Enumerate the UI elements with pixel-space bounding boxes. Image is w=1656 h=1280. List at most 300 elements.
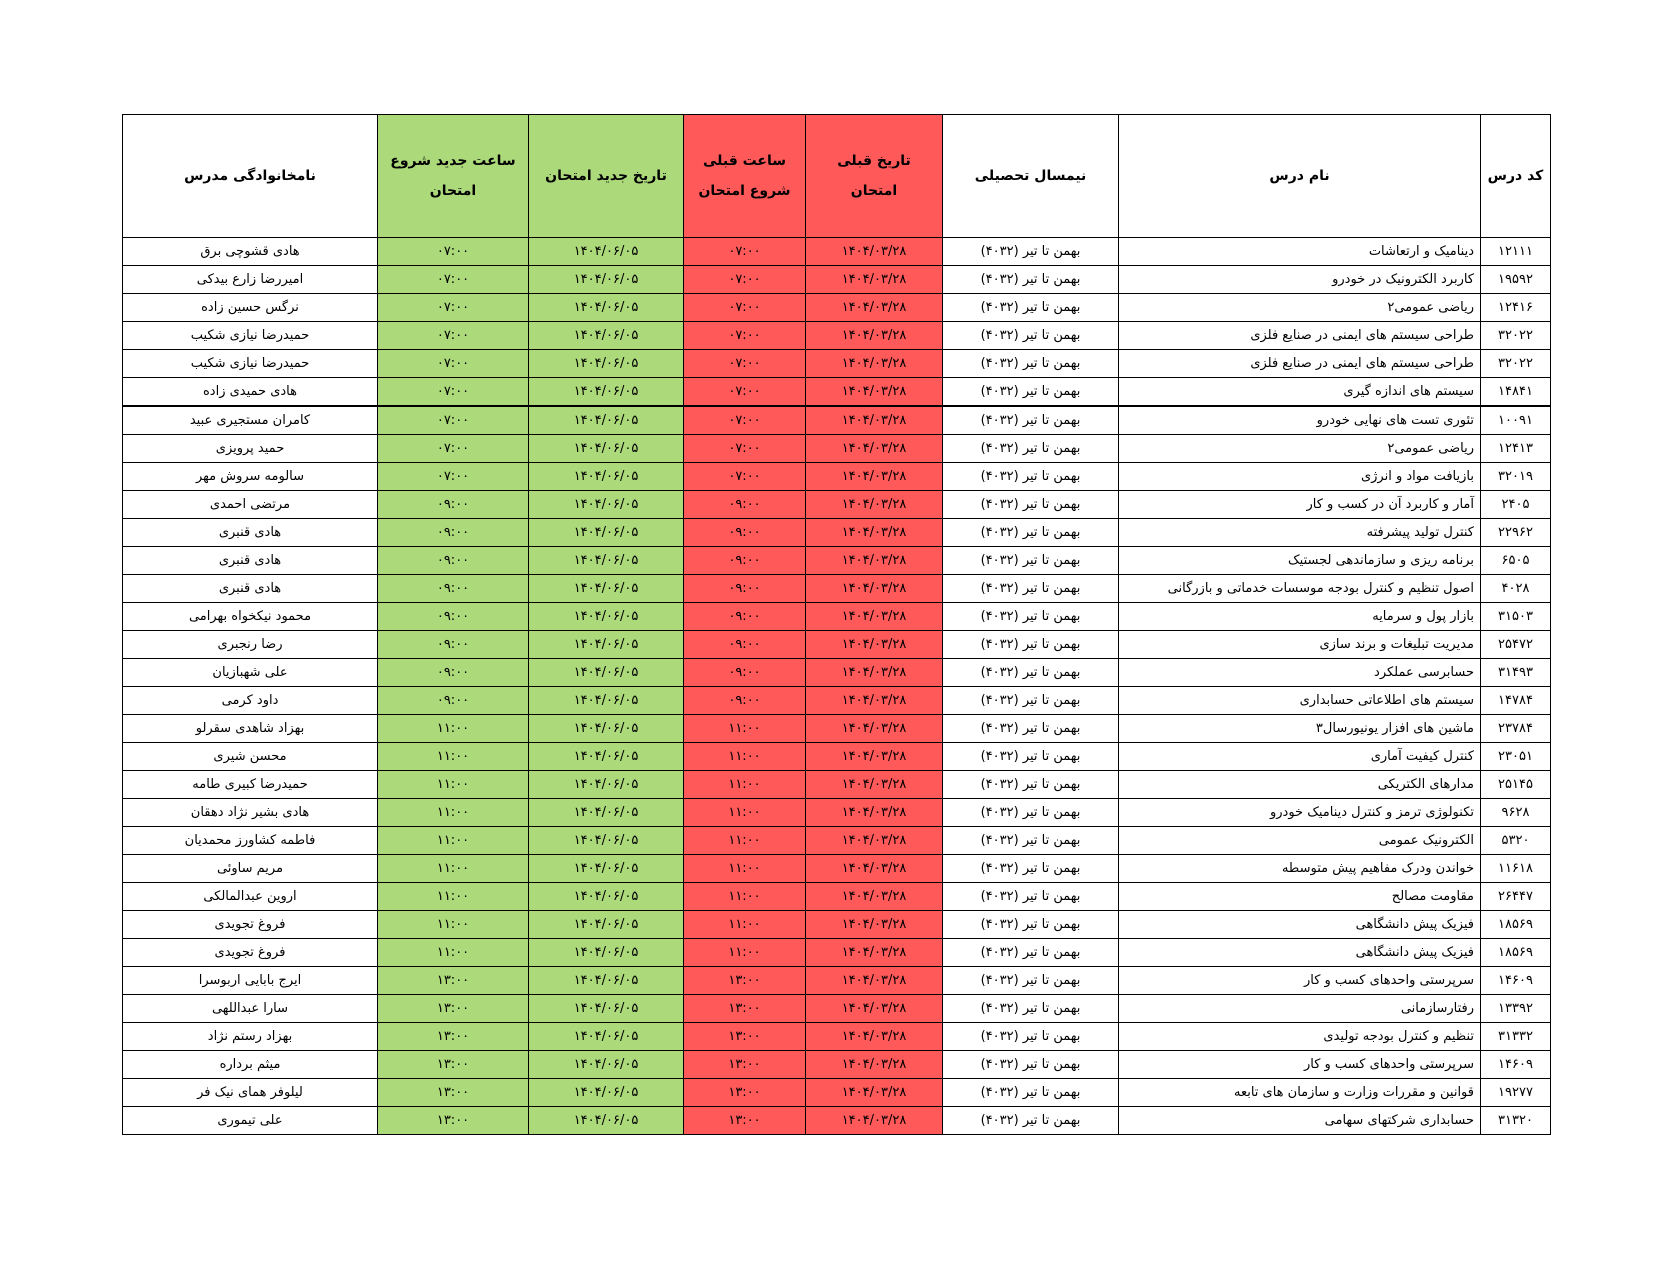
cell-previous-time: ۰۷:۰۰ <box>684 238 806 266</box>
cell-new-time: ۰۷:۰۰ <box>378 350 529 378</box>
header-code: کد درس <box>1481 115 1551 238</box>
cell-previous-time: ۰۹:۰۰ <box>684 575 806 603</box>
cell-previous-date: ۱۴۰۴/۰۳/۲۸ <box>806 1023 943 1051</box>
cell-semester: بهمن تا تیر (۴۰۳۲) <box>943 827 1119 855</box>
cell-code: ۱۴۷۸۴ <box>1481 687 1551 715</box>
cell-new-date: ۱۴۰۴/۰۶/۰۵ <box>529 659 684 687</box>
cell-instructor: هادی قنبری <box>123 575 378 603</box>
table-row <box>123 715 1551 743</box>
cell-semester: بهمن تا تیر (۴۰۳۲) <box>943 1107 1119 1135</box>
cell-previous-date: ۱۴۰۴/۰۳/۲۸ <box>806 519 943 547</box>
cell-new-date: ۱۴۰۴/۰۶/۰۵ <box>529 995 684 1023</box>
cell-new-time: ۰۷:۰۰ <box>378 238 529 266</box>
cell-course-name: مقاومت مصالح <box>1119 883 1481 911</box>
cell-semester: بهمن تا تیر (۴۰۳۲) <box>943 238 1119 266</box>
cell-course-name: رفتارسازمانی <box>1119 995 1481 1023</box>
cell-new-time: ۱۳:۰۰ <box>378 967 529 995</box>
cell-code: ۱۴۶۰۹ <box>1481 1051 1551 1079</box>
cell-previous-date: ۱۴۰۴/۰۳/۲۸ <box>806 939 943 967</box>
cell-course-name: سیستم های اطلاعاتی حسابداری <box>1119 687 1481 715</box>
cell-previous-time: ۱۳:۰۰ <box>684 1079 806 1107</box>
cell-course-name: حسابداری شرکتهای سهامی <box>1119 1107 1481 1135</box>
cell-previous-date: ۱۴۰۴/۰۳/۲۸ <box>806 1051 943 1079</box>
header-course-name: نام درس <box>1119 115 1481 238</box>
cell-instructor: محمود نیکخواه بهرامی <box>123 603 378 631</box>
cell-new-time: ۰۷:۰۰ <box>378 378 529 407</box>
cell-semester: بهمن تا تیر (۴۰۳۲) <box>943 855 1119 883</box>
table-row <box>123 743 1551 771</box>
cell-previous-date: ۱۴۰۴/۰۳/۲۸ <box>806 491 943 519</box>
cell-new-date: ۱۴۰۴/۰۶/۰۵ <box>529 855 684 883</box>
cell-previous-time: ۱۱:۰۰ <box>684 743 806 771</box>
cell-previous-date: ۱۴۰۴/۰۳/۲۸ <box>806 883 943 911</box>
cell-course-name: فیزیک پیش دانشگاهی <box>1119 939 1481 967</box>
cell-new-date: ۱۴۰۴/۰۶/۰۵ <box>529 883 684 911</box>
cell-semester: بهمن تا تیر (۴۰۳۲) <box>943 883 1119 911</box>
cell-new-date: ۱۴۰۴/۰۶/۰۵ <box>529 939 684 967</box>
cell-previous-date: ۱۴۰۴/۰۳/۲۸ <box>806 799 943 827</box>
cell-new-time: ۱۱:۰۰ <box>378 799 529 827</box>
cell-previous-date: ۱۴۰۴/۰۳/۲۸ <box>806 687 943 715</box>
cell-new-date: ۱۴۰۴/۰۶/۰۵ <box>529 743 684 771</box>
header-instructor: نامخانوادگی مدرس <box>123 115 378 238</box>
cell-course-name: خواندن ودرک مفاهیم پیش متوسطه <box>1119 855 1481 883</box>
table-row <box>123 547 1551 575</box>
cell-code: ۱۹۵۹۲ <box>1481 266 1551 294</box>
table-row <box>123 603 1551 631</box>
cell-code: ۱۴۸۴۱ <box>1481 378 1551 407</box>
cell-new-date: ۱۴۰۴/۰۶/۰۵ <box>529 827 684 855</box>
cell-new-date: ۱۴۰۴/۰۶/۰۵ <box>529 294 684 322</box>
cell-course-name: تنظیم و کنترل بودجه تولیدی <box>1119 1023 1481 1051</box>
cell-previous-time: ۰۹:۰۰ <box>684 603 806 631</box>
cell-instructor: نرگس حسین زاده <box>123 294 378 322</box>
cell-new-date: ۱۴۰۴/۰۶/۰۵ <box>529 603 684 631</box>
cell-semester: بهمن تا تیر (۴۰۳۲) <box>943 911 1119 939</box>
cell-previous-time: ۰۹:۰۰ <box>684 631 806 659</box>
cell-instructor: داود کرمی <box>123 687 378 715</box>
cell-semester: بهمن تا تیر (۴۰۳۲) <box>943 519 1119 547</box>
cell-previous-date: ۱۴۰۴/۰۳/۲۸ <box>806 827 943 855</box>
cell-new-time: ۱۳:۰۰ <box>378 995 529 1023</box>
cell-semester: بهمن تا تیر (۴۰۳۲) <box>943 350 1119 378</box>
table-row <box>123 631 1551 659</box>
cell-previous-time: ۱۳:۰۰ <box>684 995 806 1023</box>
table-row <box>123 266 1551 294</box>
cell-code: ۲۶۴۴۷ <box>1481 883 1551 911</box>
cell-instructor: ایرج بابایی اربوسرا <box>123 967 378 995</box>
table-row <box>123 1051 1551 1079</box>
cell-new-time: ۰۷:۰۰ <box>378 435 529 463</box>
cell-instructor: علی تیموری <box>123 1107 378 1135</box>
cell-instructor: امیررضا زارع بیدکی <box>123 266 378 294</box>
cell-code: ۶۵۰۵ <box>1481 547 1551 575</box>
cell-instructor: فروغ تجویدی <box>123 939 378 967</box>
cell-new-time: ۰۹:۰۰ <box>378 631 529 659</box>
header-row <box>123 115 1551 238</box>
cell-semester: بهمن تا تیر (۴۰۳۲) <box>943 266 1119 294</box>
cell-previous-time: ۰۷:۰۰ <box>684 378 806 407</box>
cell-course-name: مدیریت تبلیغات و برند سازی <box>1119 631 1481 659</box>
cell-new-time: ۰۹:۰۰ <box>378 519 529 547</box>
cell-code: ۳۱۳۲۰ <box>1481 1107 1551 1135</box>
header-previous-time: ساعت قبلی شروع امتحان <box>684 115 806 238</box>
cell-code: ۳۲۰۲۲ <box>1481 350 1551 378</box>
cell-new-time: ۱۱:۰۰ <box>378 939 529 967</box>
cell-code: ۳۲۰۱۹ <box>1481 463 1551 491</box>
cell-code: ۳۱۵۰۳ <box>1481 603 1551 631</box>
cell-previous-time: ۱۱:۰۰ <box>684 883 806 911</box>
cell-previous-time: ۱۱:۰۰ <box>684 911 806 939</box>
cell-course-name: حسابرسی عملکرد <box>1119 659 1481 687</box>
cell-instructor: مرتضی احمدی <box>123 491 378 519</box>
cell-previous-date: ۱۴۰۴/۰۳/۲۸ <box>806 435 943 463</box>
table-row <box>123 350 1551 378</box>
cell-new-date: ۱۴۰۴/۰۶/۰۵ <box>529 519 684 547</box>
table-row <box>123 855 1551 883</box>
cell-course-name: بازار پول و سرمایه <box>1119 603 1481 631</box>
table-row <box>123 799 1551 827</box>
cell-new-time: ۰۹:۰۰ <box>378 687 529 715</box>
cell-previous-time: ۱۱:۰۰ <box>684 855 806 883</box>
cell-previous-time: ۰۹:۰۰ <box>684 659 806 687</box>
cell-previous-date: ۱۴۰۴/۰۳/۲۸ <box>806 715 943 743</box>
header-semester: نیمسال تحصیلی <box>943 115 1119 238</box>
cell-instructor: فروغ تجویدی <box>123 911 378 939</box>
cell-course-name: فیزیک پیش دانشگاهی <box>1119 911 1481 939</box>
cell-code: ۳۲۰۲۲ <box>1481 322 1551 350</box>
cell-semester: بهمن تا تیر (۴۰۳۲) <box>943 715 1119 743</box>
cell-previous-time: ۰۷:۰۰ <box>684 294 806 322</box>
cell-new-date: ۱۴۰۴/۰۶/۰۵ <box>529 575 684 603</box>
cell-semester: بهمن تا تیر (۴۰۳۲) <box>943 406 1119 435</box>
cell-new-date: ۱۴۰۴/۰۶/۰۵ <box>529 547 684 575</box>
cell-semester: بهمن تا تیر (۴۰۳۲) <box>943 1051 1119 1079</box>
cell-previous-time: ۱۳:۰۰ <box>684 1107 806 1135</box>
cell-new-date: ۱۴۰۴/۰۶/۰۵ <box>529 1051 684 1079</box>
cell-code: ۱۲۱۱۱ <box>1481 238 1551 266</box>
cell-previous-date: ۱۴۰۴/۰۳/۲۸ <box>806 967 943 995</box>
cell-previous-date: ۱۴۰۴/۰۳/۲۸ <box>806 659 943 687</box>
header-new-time: ساعت جدید شروع امتحان <box>378 115 529 238</box>
cell-instructor: سالومه سروش مهر <box>123 463 378 491</box>
cell-previous-date: ۱۴۰۴/۰۳/۲۸ <box>806 238 943 266</box>
cell-semester: بهمن تا تیر (۴۰۳۲) <box>943 939 1119 967</box>
cell-course-name: تئوری تست های نهایی خودرو <box>1119 406 1481 435</box>
cell-semester: بهمن تا تیر (۴۰۳۲) <box>943 435 1119 463</box>
cell-new-time: ۰۷:۰۰ <box>378 266 529 294</box>
cell-new-date: ۱۴۰۴/۰۶/۰۵ <box>529 1107 684 1135</box>
cell-code: ۵۳۲۰ <box>1481 827 1551 855</box>
cell-previous-date: ۱۴۰۴/۰۳/۲۸ <box>806 294 943 322</box>
table-row <box>123 827 1551 855</box>
cell-previous-time: ۱۱:۰۰ <box>684 939 806 967</box>
cell-new-date: ۱۴۰۴/۰۶/۰۵ <box>529 911 684 939</box>
cell-new-date: ۱۴۰۴/۰۶/۰۵ <box>529 406 684 435</box>
cell-code: ۴۰۲۸ <box>1481 575 1551 603</box>
cell-previous-time: ۰۷:۰۰ <box>684 406 806 435</box>
cell-code: ۳۱۴۹۳ <box>1481 659 1551 687</box>
table-row <box>123 1023 1551 1051</box>
cell-semester: بهمن تا تیر (۴۰۳۲) <box>943 322 1119 350</box>
cell-new-date: ۱۴۰۴/۰۶/۰۵ <box>529 491 684 519</box>
cell-new-date: ۱۴۰۴/۰۶/۰۵ <box>529 350 684 378</box>
cell-semester: بهمن تا تیر (۴۰۳۲) <box>943 1023 1119 1051</box>
cell-instructor: میثم برداره <box>123 1051 378 1079</box>
cell-course-name: قوانین و مقررات وزارت و سازمان های تابعه <box>1119 1079 1481 1107</box>
cell-new-time: ۱۱:۰۰ <box>378 771 529 799</box>
cell-course-name: آمار و کاربرد آن در کسب و کار <box>1119 491 1481 519</box>
cell-previous-date: ۱۴۰۴/۰۳/۲۸ <box>806 603 943 631</box>
cell-new-date: ۱۴۰۴/۰۶/۰۵ <box>529 238 684 266</box>
cell-semester: بهمن تا تیر (۴۰۳۲) <box>943 771 1119 799</box>
cell-instructor: رضا رنجبری <box>123 631 378 659</box>
cell-new-time: ۰۹:۰۰ <box>378 547 529 575</box>
cell-instructor: هادی قنبری <box>123 519 378 547</box>
cell-previous-date: ۱۴۰۴/۰۳/۲۸ <box>806 995 943 1023</box>
cell-new-time: ۱۳:۰۰ <box>378 1051 529 1079</box>
cell-previous-time: ۰۷:۰۰ <box>684 350 806 378</box>
table-row <box>123 771 1551 799</box>
cell-instructor: لیلوفر همای نیک فر <box>123 1079 378 1107</box>
cell-new-time: ۱۱:۰۰ <box>378 883 529 911</box>
table-row <box>123 967 1551 995</box>
cell-code: ۹۶۲۸ <box>1481 799 1551 827</box>
cell-semester: بهمن تا تیر (۴۰۳۲) <box>943 631 1119 659</box>
cell-code: ۳۱۳۳۲ <box>1481 1023 1551 1051</box>
cell-semester: بهمن تا تیر (۴۰۳۲) <box>943 995 1119 1023</box>
cell-new-time: ۰۹:۰۰ <box>378 575 529 603</box>
cell-previous-time: ۱۳:۰۰ <box>684 1051 806 1079</box>
table-row <box>123 435 1551 463</box>
table-row <box>123 238 1551 266</box>
cell-instructor: علی شهبازیان <box>123 659 378 687</box>
cell-code: ۲۲۹۶۲ <box>1481 519 1551 547</box>
cell-instructor: سارا عبداللهی <box>123 995 378 1023</box>
cell-code: ۲۳۷۸۴ <box>1481 715 1551 743</box>
cell-semester: بهمن تا تیر (۴۰۳۲) <box>943 967 1119 995</box>
cell-course-name: کنترل تولید پیشرفته <box>1119 519 1481 547</box>
cell-previous-date: ۱۴۰۴/۰۳/۲۸ <box>806 406 943 435</box>
cell-instructor: مریم ساوئی <box>123 855 378 883</box>
cell-semester: بهمن تا تیر (۴۰۳۲) <box>943 575 1119 603</box>
cell-new-date: ۱۴۰۴/۰۶/۰۵ <box>529 771 684 799</box>
cell-semester: بهمن تا تیر (۴۰۳۲) <box>943 743 1119 771</box>
cell-code: ۲۳۰۵۱ <box>1481 743 1551 771</box>
cell-previous-date: ۱۴۰۴/۰۳/۲۸ <box>806 575 943 603</box>
cell-previous-time: ۰۹:۰۰ <box>684 519 806 547</box>
cell-new-time: ۰۷:۰۰ <box>378 294 529 322</box>
cell-new-date: ۱۴۰۴/۰۶/۰۵ <box>529 463 684 491</box>
header-new-date: تاریخ جدید امتحان <box>529 115 684 238</box>
table-body <box>123 238 1551 1135</box>
cell-course-name: کاربرد الکترونیک در خودرو <box>1119 266 1481 294</box>
cell-course-name: دینامیک و ارتعاشات <box>1119 238 1481 266</box>
table-row <box>123 1079 1551 1107</box>
cell-previous-time: ۰۷:۰۰ <box>684 266 806 294</box>
cell-semester: بهمن تا تیر (۴۰۳۲) <box>943 1079 1119 1107</box>
cell-previous-date: ۱۴۰۴/۰۳/۲۸ <box>806 322 943 350</box>
cell-semester: بهمن تا تیر (۴۰۳۲) <box>943 659 1119 687</box>
cell-previous-time: ۰۷:۰۰ <box>684 322 806 350</box>
cell-previous-time: ۰۷:۰۰ <box>684 435 806 463</box>
cell-previous-date: ۱۴۰۴/۰۳/۲۸ <box>806 1107 943 1135</box>
table-row <box>123 687 1551 715</box>
cell-course-name: برنامه ریزی و سازماندهی لجستیک <box>1119 547 1481 575</box>
cell-code: ۲۴۰۵ <box>1481 491 1551 519</box>
cell-new-date: ۱۴۰۴/۰۶/۰۵ <box>529 967 684 995</box>
table-row <box>123 995 1551 1023</box>
cell-code: ۱۳۳۹۲ <box>1481 995 1551 1023</box>
cell-previous-time: ۱۳:۰۰ <box>684 967 806 995</box>
cell-course-name: تکنولوژی ترمز و کنترل دینامیک خودرو <box>1119 799 1481 827</box>
cell-new-time: ۱۳:۰۰ <box>378 1023 529 1051</box>
cell-previous-date: ۱۴۰۴/۰۳/۲۸ <box>806 771 943 799</box>
cell-code: ۱۰۰۹۱ <box>1481 406 1551 435</box>
cell-course-name: سیستم های اندازه گیری <box>1119 378 1481 407</box>
cell-course-name: سرپرستی واحدهای کسب و کار <box>1119 967 1481 995</box>
cell-previous-date: ۱۴۰۴/۰۳/۲۸ <box>806 1079 943 1107</box>
cell-new-time: ۰۹:۰۰ <box>378 491 529 519</box>
table-row <box>123 659 1551 687</box>
cell-instructor: حمیدرضا نیازی شکیب <box>123 350 378 378</box>
cell-previous-date: ۱۴۰۴/۰۳/۲۸ <box>806 911 943 939</box>
cell-code: ۲۵۴۷۲ <box>1481 631 1551 659</box>
cell-new-time: ۱۳:۰۰ <box>378 1107 529 1135</box>
cell-code: ۱۹۲۷۷ <box>1481 1079 1551 1107</box>
cell-previous-date: ۱۴۰۴/۰۳/۲۸ <box>806 378 943 407</box>
cell-new-time: ۱۱:۰۰ <box>378 827 529 855</box>
cell-course-name: ریاضی عمومی۲ <box>1119 294 1481 322</box>
table-row <box>123 939 1551 967</box>
table-row <box>123 575 1551 603</box>
cell-new-time: ۰۹:۰۰ <box>378 659 529 687</box>
cell-code: ۱۲۴۱۶ <box>1481 294 1551 322</box>
cell-new-time: ۰۹:۰۰ <box>378 603 529 631</box>
cell-semester: بهمن تا تیر (۴۰۳۲) <box>943 547 1119 575</box>
cell-previous-time: ۰۹:۰۰ <box>684 547 806 575</box>
cell-previous-date: ۱۴۰۴/۰۳/۲۸ <box>806 350 943 378</box>
cell-new-date: ۱۴۰۴/۰۶/۰۵ <box>529 322 684 350</box>
cell-semester: بهمن تا تیر (۴۰۳۲) <box>943 463 1119 491</box>
cell-new-time: ۱۱:۰۰ <box>378 715 529 743</box>
cell-new-time: ۰۷:۰۰ <box>378 463 529 491</box>
cell-previous-date: ۱۴۰۴/۰۳/۲۸ <box>806 855 943 883</box>
cell-course-name: بازیافت مواد و انرژی <box>1119 463 1481 491</box>
cell-code: ۱۴۶۰۹ <box>1481 967 1551 995</box>
cell-new-time: ۱۳:۰۰ <box>378 1079 529 1107</box>
cell-instructor: هادی حمیدی زاده <box>123 378 378 407</box>
cell-semester: بهمن تا تیر (۴۰۳۲) <box>943 687 1119 715</box>
cell-semester: بهمن تا تیر (۴۰۳۲) <box>943 294 1119 322</box>
cell-course-name: کنترل کیفیت آماری <box>1119 743 1481 771</box>
cell-instructor: حمید پرویزی <box>123 435 378 463</box>
cell-instructor: حمیدرضا نیازی شکیب <box>123 322 378 350</box>
exam-schedule-page <box>122 114 1550 1135</box>
cell-new-time: ۱۱:۰۰ <box>378 855 529 883</box>
cell-previous-time: ۰۹:۰۰ <box>684 491 806 519</box>
header-previous-date: تاریخ قبلی امتحان <box>806 115 943 238</box>
cell-semester: بهمن تا تیر (۴۰۳۲) <box>943 378 1119 407</box>
table-row <box>123 406 1551 435</box>
cell-semester: بهمن تا تیر (۴۰۳۲) <box>943 491 1119 519</box>
cell-instructor: بهزاد رستم نژاد <box>123 1023 378 1051</box>
table-row <box>123 911 1551 939</box>
cell-previous-date: ۱۴۰۴/۰۳/۲۸ <box>806 631 943 659</box>
cell-code: ۱۸۵۶۹ <box>1481 939 1551 967</box>
cell-instructor: اروین عبدالمالکی <box>123 883 378 911</box>
cell-new-time: ۰۷:۰۰ <box>378 322 529 350</box>
cell-instructor: هادی قشوچی برق <box>123 238 378 266</box>
exam-schedule-table <box>122 114 1551 1135</box>
cell-semester: بهمن تا تیر (۴۰۳۲) <box>943 799 1119 827</box>
cell-instructor: محسن شیری <box>123 743 378 771</box>
cell-new-date: ۱۴۰۴/۰۶/۰۵ <box>529 687 684 715</box>
table-row <box>123 378 1551 407</box>
cell-instructor: کامران مستجیری عبید <box>123 406 378 435</box>
cell-instructor: فاطمه کشاورز محمدیان <box>123 827 378 855</box>
cell-new-date: ۱۴۰۴/۰۶/۰۵ <box>529 631 684 659</box>
cell-new-date: ۱۴۰۴/۰۶/۰۵ <box>529 266 684 294</box>
cell-course-name: طراحی سیستم های ایمنی در صنایع فلزی <box>1119 322 1481 350</box>
cell-course-name: مدارهای الکتریکی <box>1119 771 1481 799</box>
table-row <box>123 322 1551 350</box>
cell-previous-time: ۱۱:۰۰ <box>684 799 806 827</box>
cell-previous-date: ۱۴۰۴/۰۳/۲۸ <box>806 547 943 575</box>
cell-new-date: ۱۴۰۴/۰۶/۰۵ <box>529 715 684 743</box>
cell-previous-time: ۱۱:۰۰ <box>684 827 806 855</box>
cell-code: ۱۲۴۱۳ <box>1481 435 1551 463</box>
cell-instructor: هادی قنبری <box>123 547 378 575</box>
table-row <box>123 519 1551 547</box>
cell-semester: بهمن تا تیر (۴۰۳۲) <box>943 603 1119 631</box>
cell-new-time: ۱۱:۰۰ <box>378 743 529 771</box>
cell-previous-time: ۱۱:۰۰ <box>684 771 806 799</box>
cell-previous-time: ۱۱:۰۰ <box>684 715 806 743</box>
cell-course-name: سرپرستی واحدهای کسب و کار <box>1119 1051 1481 1079</box>
cell-previous-time: ۰۹:۰۰ <box>684 687 806 715</box>
cell-instructor: بهزاد شاهدی سقرلو <box>123 715 378 743</box>
cell-new-date: ۱۴۰۴/۰۶/۰۵ <box>529 1079 684 1107</box>
cell-course-name: ریاضی عمومی۲ <box>1119 435 1481 463</box>
cell-course-name: اصول تنظیم و کنترل بودجه موسسات خدماتی و بازرگانی <box>1119 575 1481 603</box>
cell-course-name: طراحی سیستم های ایمنی در صنایع فلزی <box>1119 350 1481 378</box>
cell-previous-time: ۱۳:۰۰ <box>684 1023 806 1051</box>
cell-new-time: ۰۷:۰۰ <box>378 406 529 435</box>
cell-new-date: ۱۴۰۴/۰۶/۰۵ <box>529 435 684 463</box>
cell-code: ۱۱۶۱۸ <box>1481 855 1551 883</box>
cell-new-date: ۱۴۰۴/۰۶/۰۵ <box>529 378 684 407</box>
table-row <box>123 491 1551 519</box>
cell-previous-date: ۱۴۰۴/۰۳/۲۸ <box>806 463 943 491</box>
table-row <box>123 883 1551 911</box>
table-row <box>123 463 1551 491</box>
cell-code: ۱۸۵۶۹ <box>1481 911 1551 939</box>
cell-course-name: الکترونیک عمومی <box>1119 827 1481 855</box>
cell-previous-date: ۱۴۰۴/۰۳/۲۸ <box>806 266 943 294</box>
cell-code: ۲۵۱۴۵ <box>1481 771 1551 799</box>
cell-new-time: ۱۱:۰۰ <box>378 911 529 939</box>
cell-previous-date: ۱۴۰۴/۰۳/۲۸ <box>806 743 943 771</box>
table-row <box>123 294 1551 322</box>
cell-previous-time: ۰۷:۰۰ <box>684 463 806 491</box>
cell-course-name: ماشین های افزار یونیورسال۳ <box>1119 715 1481 743</box>
cell-new-date: ۱۴۰۴/۰۶/۰۵ <box>529 1023 684 1051</box>
cell-instructor: حمیدرضا کبیری طامه <box>123 771 378 799</box>
cell-instructor: هادی بشیر نژاد دهقان <box>123 799 378 827</box>
cell-new-date: ۱۴۰۴/۰۶/۰۵ <box>529 799 684 827</box>
table-row <box>123 1107 1551 1135</box>
